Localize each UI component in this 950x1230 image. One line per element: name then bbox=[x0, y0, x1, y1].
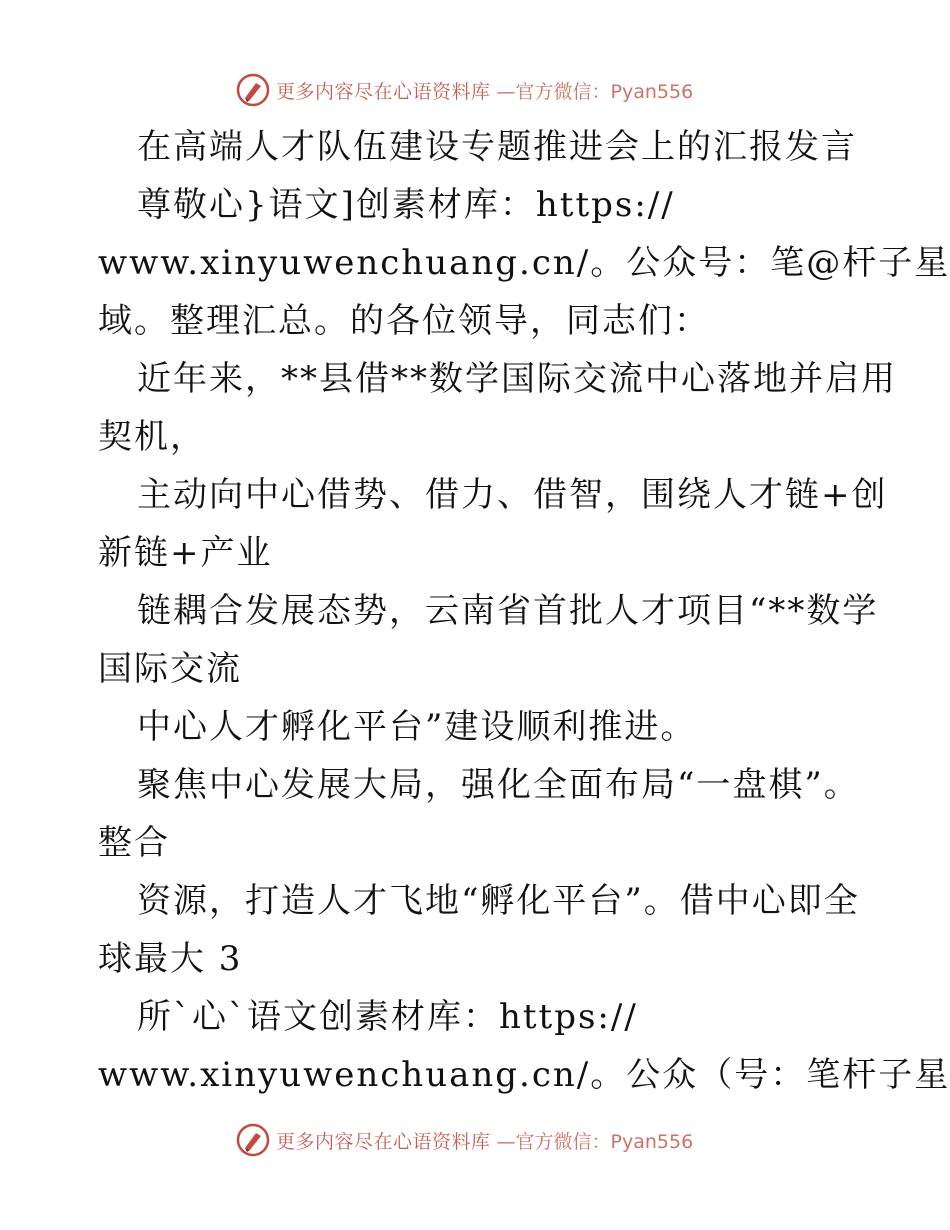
body-line-11: 聚焦中心发展大局，强化全面布局“一盘棋”。 bbox=[137, 765, 860, 805]
body-line-12: 整合 bbox=[98, 823, 170, 863]
body-line-15: 所`心`语文创素材库：https:// bbox=[137, 997, 638, 1037]
pen-logo-icon bbox=[236, 73, 270, 107]
body-line-6: 主动向中心借势、借力、借智，围绕人才链+创 bbox=[137, 475, 888, 515]
body-line-2: www.xinyuwenchuang.cn/。公众号：笔@杆子星 bbox=[98, 243, 950, 283]
header-site-text: 更多内容尽在心语资料库 bbox=[276, 80, 491, 103]
footer-site-text: 更多内容尽在心语资料库 bbox=[276, 1130, 491, 1153]
body-line-3: 域。整理汇总。的各位领导，同志们： bbox=[98, 301, 710, 341]
body-line-5: 契机， bbox=[98, 417, 206, 457]
header-banner bbox=[236, 72, 716, 108]
body-line-16: www.xinyuwenchuang.cn/。公众（号：笔杆子星 bbox=[98, 1055, 950, 1095]
footer-wechat-text: —官方微信：Pyan556 bbox=[496, 1130, 694, 1153]
header-wechat-text: —官方微信：Pyan556 bbox=[496, 80, 694, 103]
body-line-4: 近年来，**县借**数学国际交流中心落地并启用 bbox=[137, 359, 897, 399]
body-line-1: 尊敬心}语文]创素材库：https:// bbox=[137, 185, 675, 225]
footer-banner bbox=[236, 1122, 716, 1158]
body-line-9: 国际交流 bbox=[98, 649, 242, 689]
document-body bbox=[0, 118, 950, 1118]
pen-logo-icon bbox=[236, 1123, 270, 1157]
body-line-7: 新链+产业 bbox=[98, 533, 273, 573]
document-title: 在高端人才队伍建设专题推进会上的汇报发言 bbox=[137, 127, 857, 167]
body-line-8: 链耦合发展态势，云南省首批人才项目“**数学 bbox=[137, 591, 879, 631]
body-line-10: 中心人才孵化平台”建设顺利推进。 bbox=[137, 707, 697, 747]
body-line-13: 资源，打造人才飞地“孵化平台”。借中心即全 bbox=[137, 881, 860, 921]
body-line-14: 球最大 3 bbox=[98, 939, 243, 979]
